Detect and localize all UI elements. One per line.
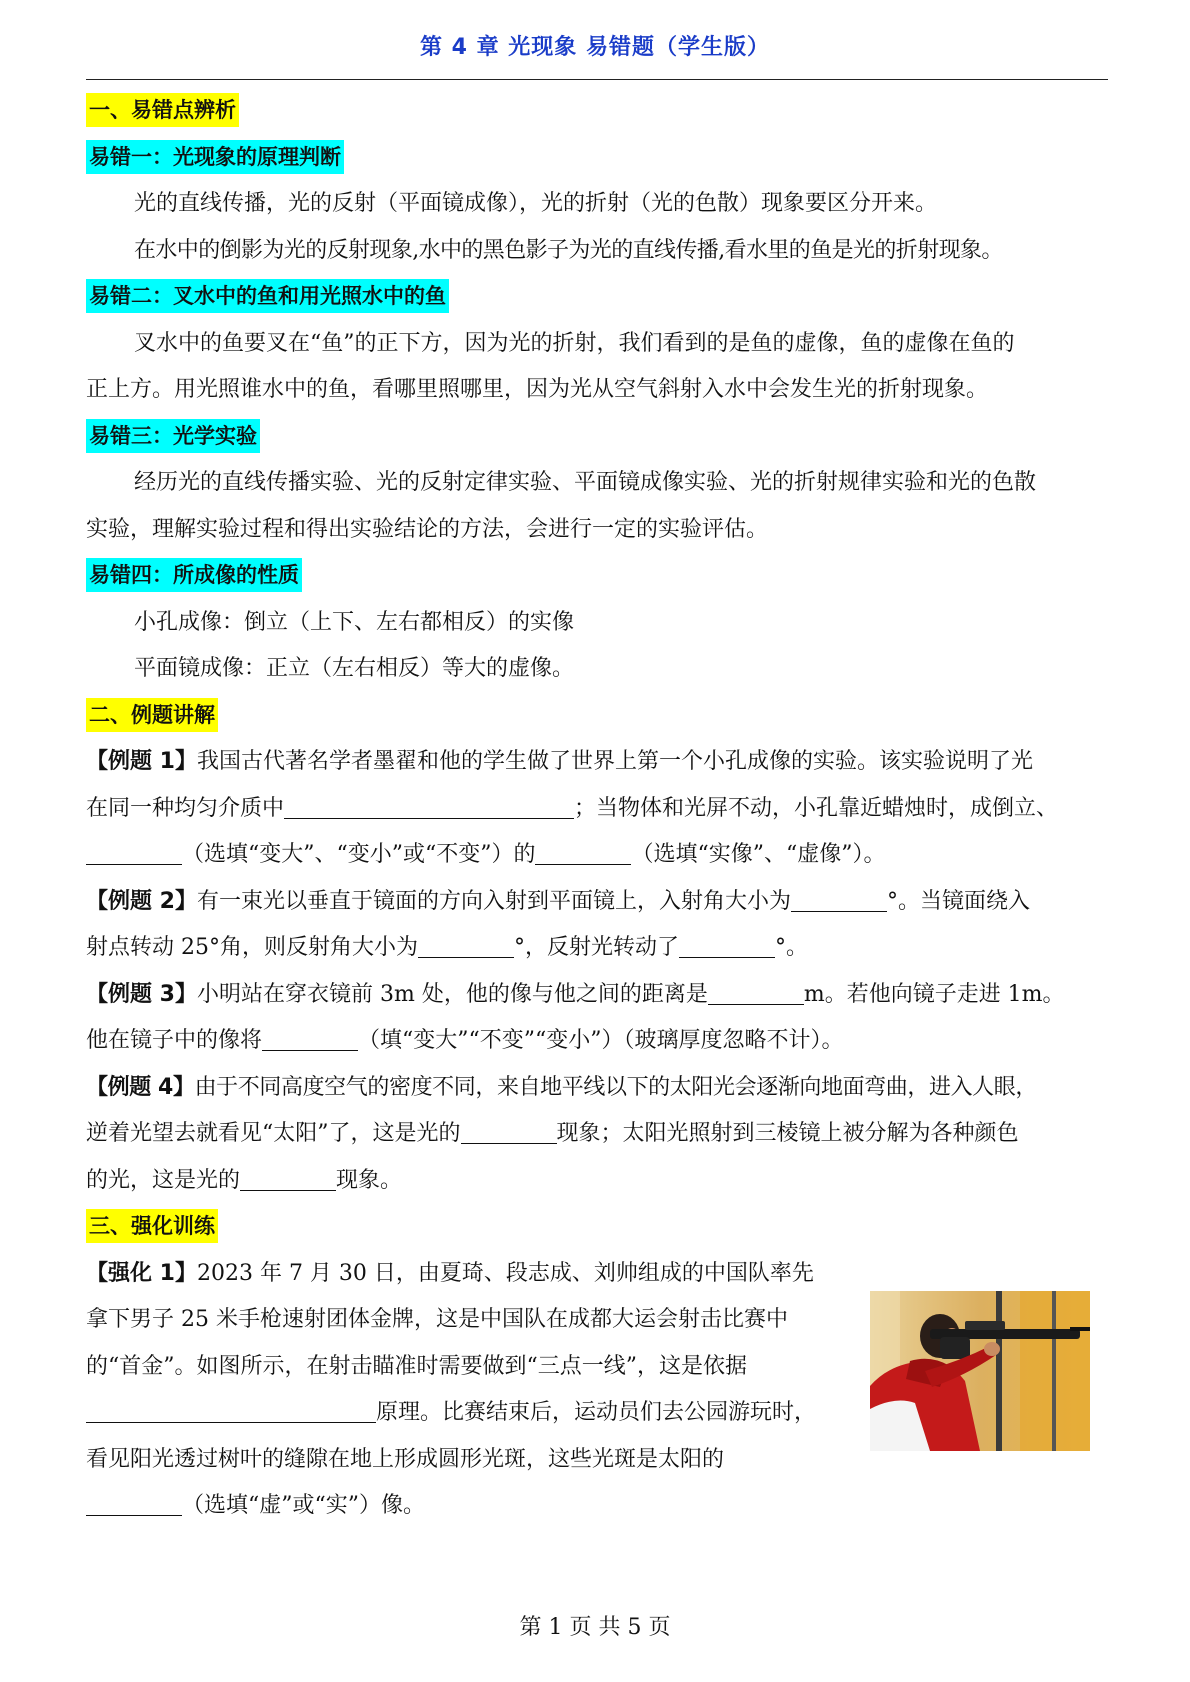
- paragraph-line: 小孔成像：倒立（上下、左右都相反）的实像: [134, 609, 575, 635]
- example-text: °，反射光转动了: [514, 935, 680, 960]
- example-text: 我国古代著名学者墨翟和他的学生做了世界上第一个小孔成像的实验。该实验说明了光: [196, 749, 1033, 774]
- example-text: 逆着光望去就看见“太阳”了，这是光的: [86, 1121, 461, 1146]
- example-text: 的光，这是光的: [86, 1167, 241, 1193]
- answer-blank[interactable]: [791, 885, 887, 912]
- section-heading-label: 三、强化训练: [86, 1209, 218, 1243]
- exercise-1-line-6: [86, 1483, 1108, 1530]
- page-title: 第 4 章 光现象 易错题（学生版）: [420, 35, 770, 60]
- example-text: 由于不同高度空气的密度不同，来自地平线以下的太阳光会逐渐向地面弯曲，进入人眼，: [194, 1074, 1037, 1100]
- example-4-line-2: [86, 1111, 1108, 1158]
- subheading-label: 易错二：叉水中的鱼和用光照水中的鱼: [86, 279, 449, 313]
- example-1-line-3: [86, 832, 1108, 879]
- section-heading-label: 一、易错点辨析: [86, 93, 239, 127]
- subheading-error-2: [86, 274, 1108, 321]
- example-text: 在同一种均匀介质中: [86, 795, 285, 821]
- example-text: m。若他向镜子走进 1m。: [803, 981, 1065, 1007]
- example-3-line-2: [86, 1018, 1108, 1065]
- athlete-illustration: [870, 1291, 1090, 1451]
- example-text: （选填“实像”、“虚像”）。: [631, 842, 886, 867]
- exercise-text: 原理。比赛结束后，运动员们去公园游玩时，: [376, 1400, 817, 1425]
- example-1: [86, 739, 1108, 786]
- answer-blank[interactable]: [86, 838, 182, 865]
- example-2: [86, 879, 1108, 926]
- shooting-athlete-photo: [870, 1291, 1090, 1451]
- paragraph-line: 经历光的直线传播实验、光的反射定律实验、平面镜成像实验、光的折射规律实验和光的色散: [134, 470, 1037, 495]
- example-text: 现象；太阳光照射到三棱镜上被分解为各种颜色: [556, 1121, 1019, 1146]
- exercise-1-line-5: 看见阳光透过树叶的缝隙在地上形成圆形光斑，这些光斑是太阳的: [86, 1446, 725, 1472]
- subheading-error-1: [86, 135, 1108, 182]
- answer-blank[interactable]: [240, 1164, 336, 1191]
- section-heading-2: [86, 693, 1108, 740]
- paragraph-line: 光的直线传播，光的反射（平面镜成像），光的折射（光的色散）现象要区分开来。: [134, 191, 938, 216]
- example-tag: 【例题 1】: [86, 749, 197, 774]
- exercise-1-line-3: 的“首金”。如图所示，在射击瞄准时需要做到“三点一线”，这是依据: [86, 1353, 747, 1379]
- subheading-label: 易错三：光学实验: [86, 419, 260, 453]
- subheading-error-3: [86, 414, 1108, 461]
- example-1-line-2: [86, 786, 1108, 833]
- section-heading-1: [86, 88, 1108, 135]
- header-divider: [86, 79, 1108, 80]
- answer-blank[interactable]: [708, 978, 804, 1005]
- example-text: °。当镜面绕入: [886, 888, 1030, 914]
- paragraph-line: 叉水中的鱼要叉在“鱼”的正下方，因为光的折射，我们看到的是鱼的虚像，鱼的虚像在鱼的: [134, 330, 1015, 356]
- example-tag: 【例题 2】: [86, 888, 197, 914]
- paragraph-line: 正上方。用光照谁水中的鱼，看哪里照哪里，因为光从空气斜射入水中会发生光的折射现象。: [86, 377, 989, 402]
- answer-blank[interactable]: [86, 1489, 182, 1516]
- exercise-text: （选填“虚”或“实”）像。: [182, 1493, 425, 1518]
- example-2-line-2: [86, 925, 1108, 972]
- subheading-label: 易错一：光现象的原理判断: [86, 140, 344, 174]
- subheading-error-4: [86, 553, 1108, 600]
- example-text: 他在镜子中的像将: [86, 1028, 263, 1053]
- example-text: （填“变大”“不变”“变小”）（玻璃厚度忽略不计）。: [358, 1028, 844, 1053]
- example-text: °。: [775, 935, 809, 960]
- answer-blank[interactable]: [86, 1396, 376, 1423]
- answer-blank[interactable]: [461, 1117, 557, 1144]
- paragraph-line: 平面镜成像：正立（左右相反）等大的虚像。: [134, 656, 575, 681]
- answer-blank[interactable]: [418, 931, 514, 958]
- page-number: 第 1 页 共 5 页: [519, 1615, 671, 1640]
- answer-blank[interactable]: [262, 1024, 358, 1051]
- example-4: [86, 1065, 1108, 1112]
- answer-blank[interactable]: [679, 931, 775, 958]
- example-text: （选填“变大”、“变小”或“不变”）的: [182, 842, 536, 867]
- answer-blank[interactable]: [284, 792, 574, 819]
- example-tag: 【例题 4】: [86, 1074, 195, 1100]
- paragraph-line: 实验，理解实验过程和得出实验结论的方法，会进行一定的实验评估。: [86, 516, 769, 542]
- exercise-text: 2023 年 7 月 30 日，由夏琦、段志成、刘帅组成的中国队率先: [196, 1260, 814, 1286]
- example-text: 小明站在穿衣镜前 3m 处，他的像与他之间的距离是: [196, 981, 708, 1007]
- exercise-1-line-2: 拿下男子 25 米手枪速射团体金牌，这是中国队在成都大运会射击比赛中: [86, 1307, 788, 1332]
- section-heading-label: 二、例题讲解: [86, 698, 218, 732]
- example-text: 有一束光以垂直于镜面的方向入射到平面镜上，入射角大小为: [196, 888, 791, 914]
- section-heading-3: [86, 1204, 1108, 1251]
- paragraph-line: 在水中的倒影为光的反射现象,水中的黑色影子为光的直线传播,看水里的鱼是光的折射现象。: [134, 237, 1003, 263]
- example-text: ；当物体和光屏不动，小孔靠近蜡烛时，成倒立、: [574, 795, 1059, 821]
- example-text: 现象。: [336, 1167, 403, 1193]
- example-3: [86, 972, 1108, 1019]
- subheading-label: 易错四：所成像的性质: [86, 558, 302, 592]
- example-tag: 【例题 3】: [86, 981, 197, 1007]
- example-text: 射点转动 25°角，则反射角大小为: [86, 935, 418, 960]
- example-4-line-3: [86, 1158, 1108, 1205]
- answer-blank[interactable]: [535, 838, 631, 865]
- exercise-tag: 【强化 1】: [86, 1260, 197, 1286]
